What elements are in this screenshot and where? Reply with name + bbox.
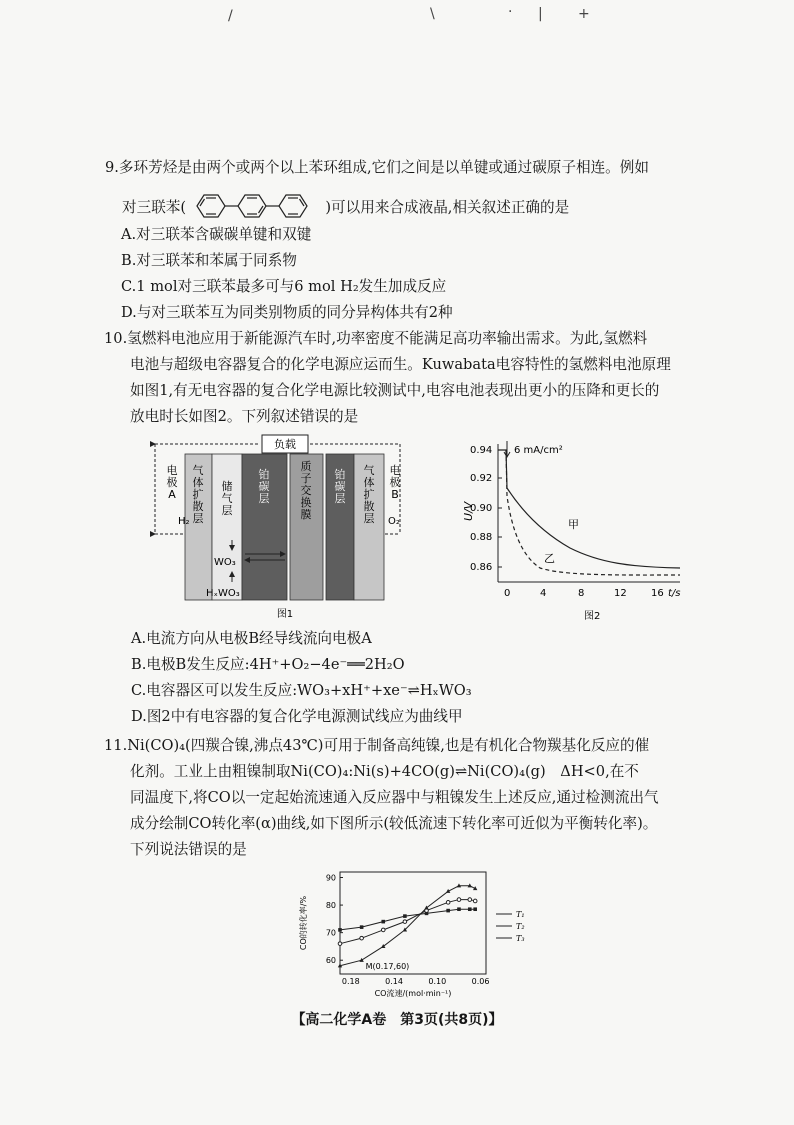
co-point (468, 907, 472, 911)
wo3-label: WO₃ (214, 557, 236, 568)
co-ytick: 60 (325, 956, 336, 966)
co-conversion-chart (290, 864, 540, 1004)
h2-label: H₂ (178, 516, 190, 527)
q9-stem-post: )可以用来合成液晶,相关叙述正确的是 (325, 199, 570, 216)
electrode-b-label: 电 (389, 464, 401, 477)
q9-option-d: D.与对三联苯互为同类别物质的同分异构体共有2种 (121, 304, 453, 321)
gas-diffusion-left-label: 气 (192, 464, 204, 477)
q9-option-a: A.对三联苯含碳碳单键和双键 (121, 226, 312, 243)
ytick-090: 0.90 (470, 503, 493, 514)
proton-membrane-label: 质 (300, 460, 312, 473)
pt-carbon-left-label: 层 (258, 492, 270, 505)
co-point (338, 928, 342, 932)
electrode-b-label: 极 (389, 476, 401, 489)
electrode-a-label: A (168, 488, 176, 501)
fig2-caption: 图2 (584, 611, 601, 622)
proton-membrane-label: 换 (300, 496, 312, 509)
co-xtick: 0.10 (428, 977, 447, 986)
proton-membrane-label: 子 (300, 472, 312, 485)
q10-option-d: D.图2中有电容器的复合化学电源测试线应为曲线甲 (131, 708, 463, 725)
q11-stem-line5: 下列说法错误的是 (130, 841, 247, 858)
xtick-16: 16 (651, 588, 664, 599)
co-legend-label: T₃ (516, 934, 525, 943)
xtick-8: 8 (578, 588, 585, 599)
proton-membrane-label: 膜 (300, 508, 312, 521)
co-point (473, 907, 477, 911)
hxwo3-label: HₓWO₃ (206, 588, 240, 599)
co-ytick: 70 (325, 928, 336, 938)
xtick-4: 4 (540, 588, 547, 599)
ytick-092: 0.92 (470, 473, 493, 484)
fig1-caption: 图1 (276, 609, 294, 620)
terphenyl-structure (191, 192, 321, 220)
co-ytick: 80 (325, 901, 336, 911)
co-point (381, 928, 385, 932)
gas-diffusion-right-label: 气 (363, 464, 375, 477)
co-chart-xlabel: CO流速/(mol·min⁻¹) (374, 989, 452, 998)
electrode-b-label: B (391, 488, 399, 501)
q9-stem-pre: 对三联苯( (122, 199, 187, 216)
scan-mark: \ (430, 6, 435, 22)
ytick-088: 0.88 (470, 532, 493, 543)
q10-option-c: C.电容器区可以发生反应:WO₃+xH⁺+xe⁻⇌HₓWO₃ (131, 682, 472, 699)
co-chart-annotation: M(0.17,60) (365, 962, 410, 972)
curve-jia-label: 甲 (568, 518, 579, 531)
o2-label: O₂ (388, 516, 400, 527)
co-chart-ylabel: CO的转化率/% (299, 895, 308, 951)
q11-stem-line4: 成分绘制CO转化率(α)曲线,如下图所示(较低流速下转化率可近似为平衡转化率)。 (130, 815, 658, 832)
curve-jia (498, 450, 680, 568)
co-xtick: 0.18 (341, 977, 360, 986)
load-label: 负载 (274, 438, 296, 451)
gas-diffusion-left-label: 体 (192, 476, 204, 489)
q10-stem-line4: 放电时长如图2。下列叙述错误的是 (130, 408, 359, 425)
q11-stem-line3: 同温度下,将CO以一定起始流速通入反应器中与粗镍发生上述反应,通过检测流出气 (130, 789, 659, 806)
voltage-time-graph (440, 436, 705, 626)
curve-yi (506, 450, 680, 575)
xtick-0: 0 (504, 588, 511, 599)
q10-stem-line2: 电池与超级电容器复合的化学电源应运而生。Kuwabata电容特性的氢燃料电池原理 (130, 356, 671, 373)
curve-yi-label: 乙 (544, 552, 555, 565)
co-xtick: 0.14 (385, 977, 403, 986)
q9-option-b: B.对三联苯和苯属于同系物 (121, 252, 297, 269)
q9-stem-line1: 9.多环芳烃是由两个或两个以上苯环组成,它们之间是以单键或通过碳原子相连。例如 (105, 159, 649, 176)
co-point (446, 909, 450, 913)
q10-option-a: A.电流方向从电极B经导线流向电极A (131, 630, 372, 647)
storage-layer-label: 储 (221, 480, 233, 493)
q11-stem-line1: 11.Ni(CO)₄(四羰合镍,沸点43℃)可用于制备高纯镍,也是有机化合物羰基化反应的催 (104, 737, 650, 754)
storage-layer-label: 层 (221, 504, 233, 517)
co-legend-label: T₁ (516, 910, 525, 919)
co-point (360, 925, 364, 929)
pt-carbon-left-label: 碳 (258, 480, 270, 493)
q10-option-b: B.电极B发生反应:4H⁺+O₂−4e⁻══2H₂O (131, 656, 405, 673)
pt-carbon-left-label: 铂 (258, 468, 270, 481)
gas-diffusion-left-label: 散 (192, 500, 204, 513)
co-xtick: 0.06 (471, 977, 490, 986)
co-point (468, 898, 472, 902)
q10-stem-line3: 如图1,有无电容器的复合化学电源比较测试中,电容电池表现出更小的压降和更长的 (130, 382, 660, 399)
ytick-094: 0.94 (470, 445, 493, 456)
co-point (403, 914, 407, 918)
gas-diffusion-left-label: 扩 (192, 488, 204, 501)
pt-carbon-right-label: 碳 (334, 480, 346, 493)
scan-mark: | (538, 6, 543, 22)
gas-diffusion-left-label: 层 (192, 512, 204, 525)
co-point (403, 920, 407, 924)
fuel-cell-diagram (150, 432, 415, 624)
storage-layer-label: 气 (221, 492, 233, 505)
x-axis-label: t/s (668, 588, 681, 599)
q9-option-c: C.1 mol对三联苯最多可与6 mol H₂发生加成反应 (121, 278, 447, 295)
co-point (360, 936, 364, 940)
co-point (381, 920, 385, 924)
page-footer: 【高二化学A卷 第3页(共8页)】 (291, 1012, 503, 1028)
co-point (338, 942, 342, 946)
co-point (446, 901, 450, 905)
gas-diffusion-right-label: 扩 (363, 488, 375, 501)
q10-stem-line1: 10.氢燃料电池应用于新能源汽车时,功率密度不能满足高功率输出需求。为此,氢燃料 (104, 330, 648, 347)
gas-diffusion-right-label: 体 (363, 476, 375, 489)
co-point (473, 899, 477, 903)
scan-mark: / (228, 8, 233, 24)
gas-diffusion-right-label: 层 (363, 512, 375, 525)
pt-carbon-right-label: 层 (334, 492, 346, 505)
co-point (457, 907, 461, 911)
electrode-a-label: 电 (166, 464, 178, 477)
pt-carbon-right-label: 铂 (334, 468, 346, 481)
storage-layer (212, 454, 242, 600)
gas-diffusion-right-label: 散 (363, 500, 375, 513)
current-density-label: 6 mA/cm² (514, 445, 563, 456)
electrode-a-label: 极 (166, 476, 178, 489)
ytick-086: 0.86 (470, 562, 493, 573)
y-axis-label: U/V (462, 501, 475, 521)
q9-stem-line2 (122, 192, 569, 220)
co-point (457, 898, 461, 902)
scan-mark: + (578, 6, 590, 22)
co-legend-label: T₂ (516, 922, 525, 931)
proton-membrane-label: 交 (300, 484, 312, 497)
q11-stem-line2: 化剂。工业上由粗镍制取Ni(CO)₄:Ni(s)+4CO(g)⇌Ni(CO)₄(g) ΔH<0,在不 (130, 763, 639, 780)
co-ytick: 90 (325, 873, 336, 883)
scan-mark: · (508, 4, 513, 20)
xtick-12: 12 (614, 588, 627, 599)
